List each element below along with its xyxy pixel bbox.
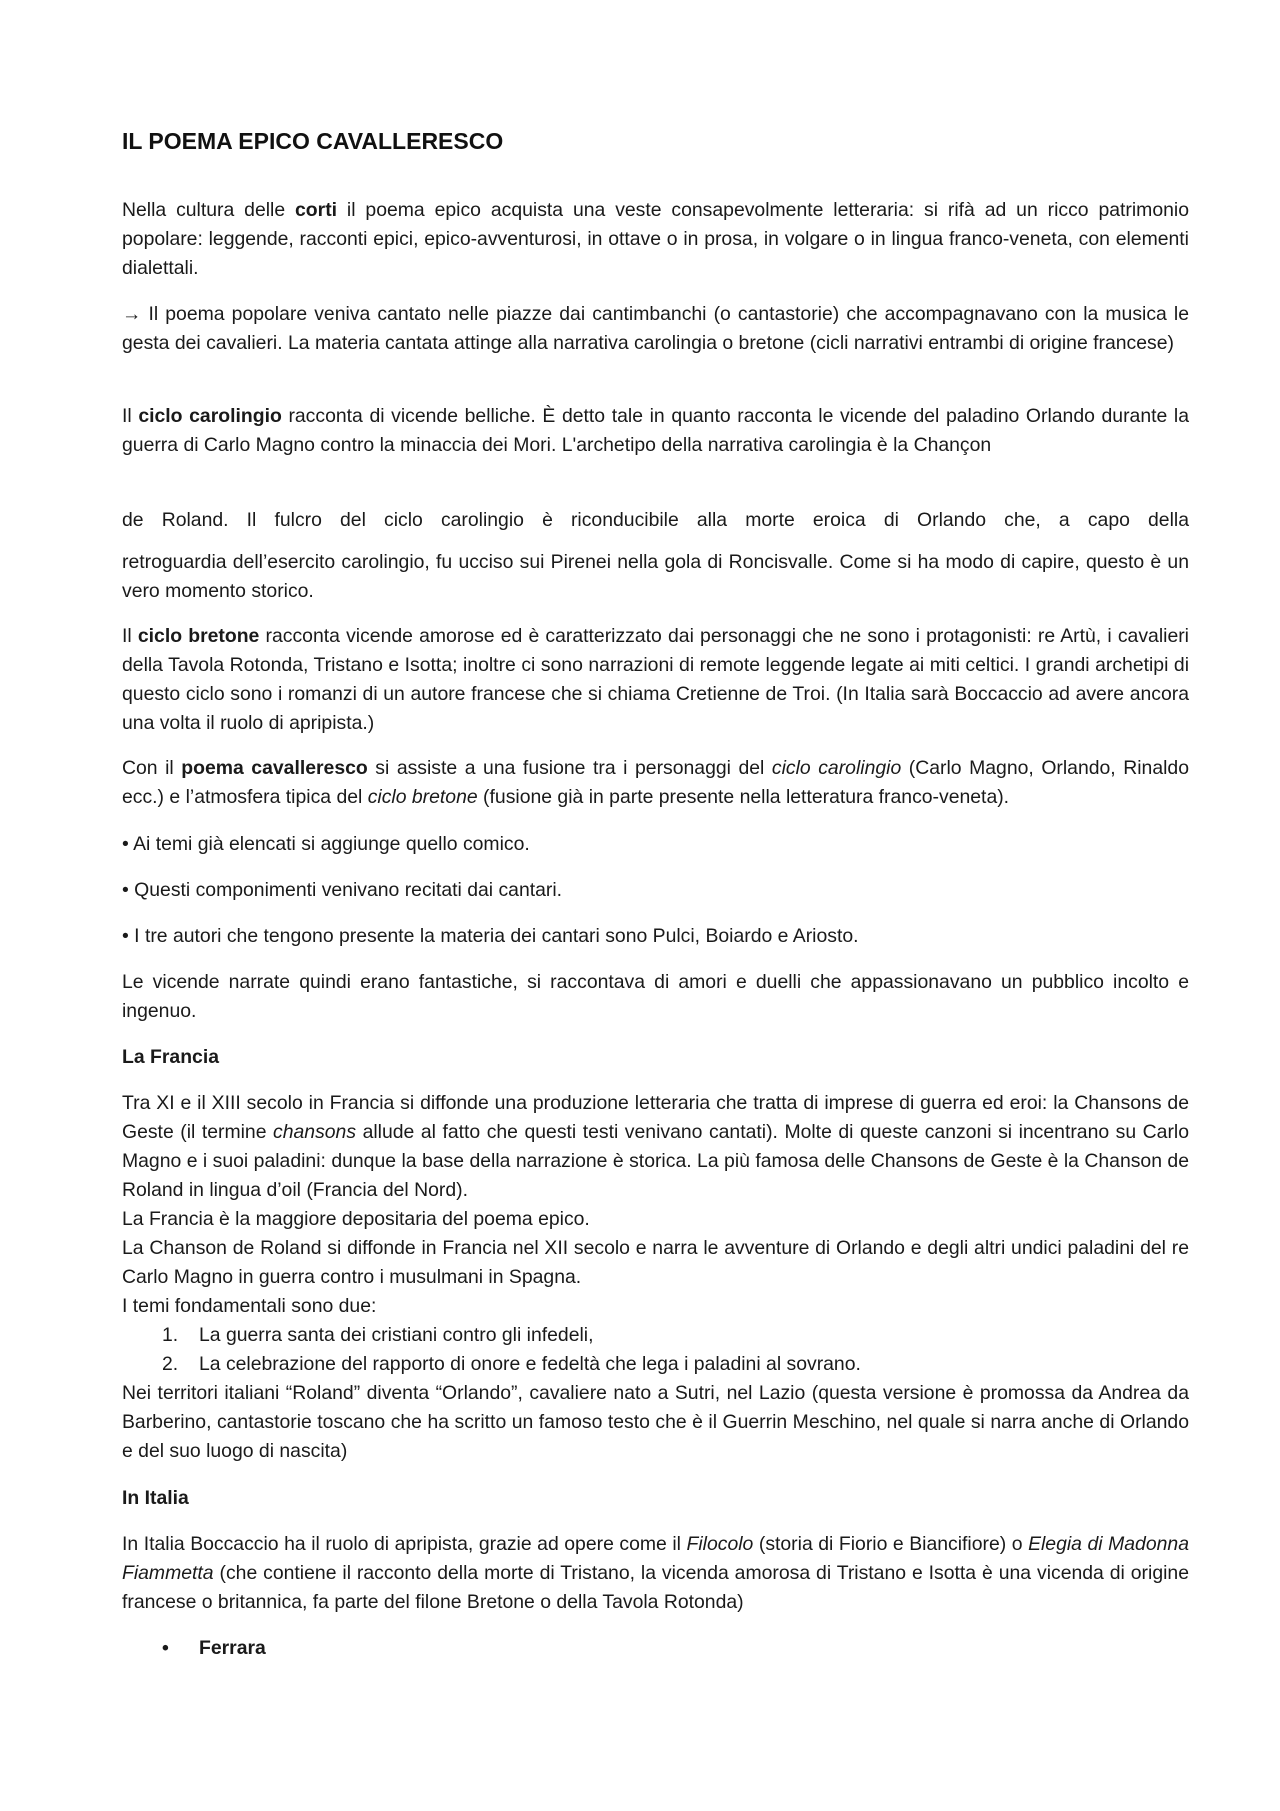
list-item [122,1350,1189,1379]
italic-term: Elegia di Madonna Fiammetta [122,1533,1189,1584]
italic-term: chansons [273,1121,357,1143]
text-run: In Italia Boccaccio ha il ruolo di apripista, grazie ad opere come il [122,1533,687,1555]
text-run: racconta di vicende belliche. È detto tale in quanto racconta le vicende del paladino Orlando durante la guerra di Carlo Magno contro la minaccia dei Mori. L'archetipo della narrativa carolingia è la Chançon [122,405,1189,456]
italic-term: Filocolo [686,1533,754,1555]
text-run: si assiste a una fusione tra i personaggi del [367,757,772,779]
bold-term: ciclo carolingio [138,405,282,427]
paragraph-ciclo-bretone [122,622,1189,738]
bullet-comico: • Ai temi già elencati si aggiunge quello comico. [122,833,530,855]
text-run: Con il [122,757,182,779]
paragraph-chansons-de-geste [122,1089,1189,1205]
text-run: (Carlo Magno, Orlando, Rinaldo ecc.) e l’atmosfera tipica del [122,757,1189,808]
paragraph-temi: I temi fondamentali sono due: [122,1295,377,1317]
paragraph-vicende: Le vicende narrate quindi erano fantastiche, si raccontava di amori e duelli che appassionavano un pubblico incolto e ingenuo. [122,971,1189,1022]
text-run: racconta vicende amorose ed è caratterizzato dai personaggi che ne sono i protagonisti: re Artù, i cavalieri della Tavola Rotonda, Tristano e Isotta; inoltre ci sono narrazioni di remote leggende legate ai miti celtici. I grandi archetipi di questo ciclo sono i romanzi di un autore francese che si chiama Cretienne de Troi. (In Italia sarà Boccaccio ad avere ancora una volta il ruolo di apripista.) [122,625,1189,734]
list-item-text: La guerra santa dei cristiani contro gli infedeli, [199,1324,594,1346]
text-run: Il [122,405,139,427]
paragraph-boccaccio [122,1530,1189,1617]
italic-term: ciclo carolingio [771,757,902,779]
text-run: Il [122,625,138,647]
paragraph-cantastorie: → Il poema popolare veniva cantato nelle piazze dai cantimbanchi (o cantastorie) che accompagnavano con la musica le gesta dei cavalieri. La materia cantata attinge alla narrativa carolingia o bretone (cicli narrativi entrambi di origine francese) [122,303,1189,354]
heading-la-francia: La Francia [122,1046,219,1068]
paragraph-poema-cavalleresco [122,754,1189,812]
text-run: il poema epico acquista una veste consapevolmente letteraria: si rifà ad un ricco patrimonio popolare: leggende, racconti epici, epico-avventurosi, in ottave o in prosa, in volgare o in lingua franco-veneta, con elementi dialettali. [122,199,1189,279]
bold-term: poema cavalleresco [181,757,368,779]
list-number: 1. [162,1324,179,1346]
paragraph-depositaria: La Francia è la maggiore depositaria del poema epico. [122,1208,590,1230]
list-number: 2. [162,1353,179,1375]
bullet-text: Ferrara [199,1637,266,1659]
paragraph-corti [122,196,1189,283]
paragraph-roland-line: de Roland. Il fulcro del ciclo carolingio è riconducibile alla morte eroica di Orlando che, a capo della [122,509,1189,531]
heading-in-italia: In Italia [122,1487,189,1509]
page-title: IL POEMA EPICO CAVALLERESCO [122,128,504,154]
paragraph-orlando-sutri: Nei territori italiani “Roland” diventa “Orlando”, cavaliere nato a Sutri, nel Lazio (questa versione è promossa da Andrea da Barberino, cantastorie toscano che ha scritto un famoso testo che è il Guerrin Meschino, nel quale si narra anche di Orlando e del suo luogo di nascita) [122,1382,1189,1462]
paragraph-roncisvalle: retroguardia dell’esercito carolingio, fu ucciso sui Pirenei nella gola di Roncisvalle. Come si ha modo di capire, questo è un vero momento storico. [122,551,1189,602]
text-run: allude al fatto che questi testi venivano cantati). Molte di queste canzoni si incentrano su Carlo Magno e i suoi paladini: dunque la base della narrazione è storica. La più famosa delle Chansons de Geste è la Chanson de Roland in lingua d’oil (Francia del Nord). [122,1121,1189,1201]
italic-term: ciclo bretone [367,786,478,808]
numbered-list [122,1321,1189,1379]
text-run: (storia di Fiorio e Biancifiore) o [753,1533,1029,1555]
paragraph-ciclo-carolingio [122,402,1189,460]
text-run: (che contiene il racconto della morte di Tristano, la vicenda amorosa di Tristano e Isotta è una vicenda di origine francese o britannica, fa parte del filone Bretone o della Tavola Rotonda) [122,1562,1189,1613]
bold-term: ciclo bretone [137,625,260,647]
bullet-autori: • I tre autori che tengono presente la materia dei cantari sono Pulci, Boiardo e Ariosto. [122,925,859,947]
bullet-cantari: • Questi componimenti venivano recitati dai cantari. [122,879,563,901]
list-item [122,1321,1189,1350]
text-run: (fusione già in parte presente nella letteratura franco-veneta). [477,786,1010,808]
text-run: Nella cultura delle [122,199,296,221]
bullet-ferrara [122,1634,1266,1663]
list-item-text: La celebrazione del rapporto di onore e fedeltà che lega i paladini al sovrano. [199,1353,861,1375]
text-run: Tra XI e il XIII secolo in Francia si diffonde una produzione letteraria che tratta di imprese di guerra ed eroi: la Chansons de Geste (il termine [122,1092,1189,1143]
bold-term: corti [295,199,338,221]
paragraph-chanson-de-roland: La Chanson de Roland si diffonde in Francia nel XII secolo e narra le avventure di Orlando e degli altri undici paladini del re Carlo Magno in guerra contro i musulmani in Spagna. [122,1237,1189,1288]
bullet-dot: • [162,1637,169,1659]
